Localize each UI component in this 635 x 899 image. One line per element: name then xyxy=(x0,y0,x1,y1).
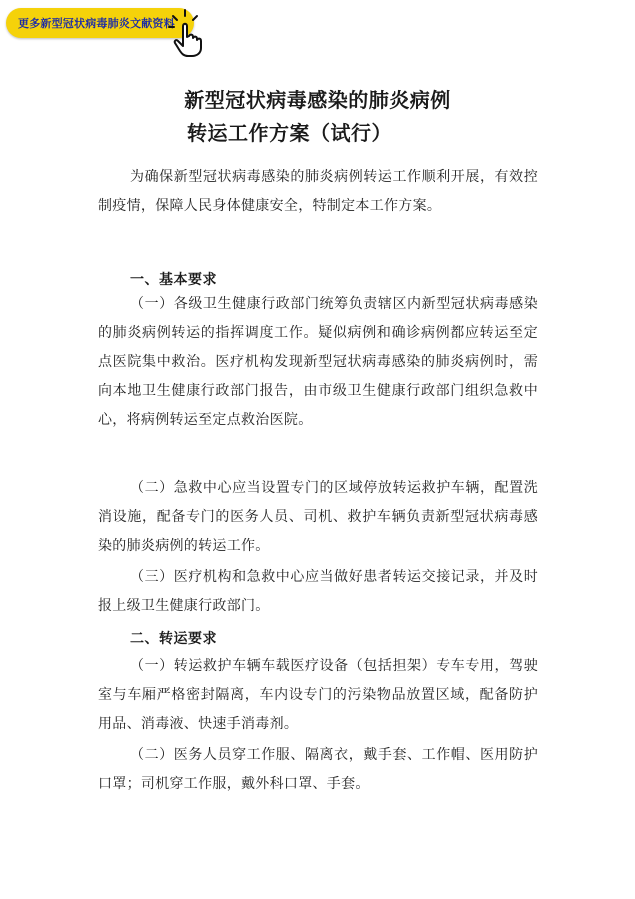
section-heading-basic: 一、基本要求 xyxy=(130,272,217,288)
section-heading-transfer: 二、转运要求 xyxy=(130,631,217,647)
intro-paragraph: 为确保新型冠状病毒感染的肺炎病例转运工作顺利开展，有效控制疫情，保障人民身体健康安全，特制定本工作方案。 xyxy=(98,169,538,214)
document-title-line-2: 转运工作方案（试行） xyxy=(187,121,392,145)
promo-banner-label[interactable]: 更多新型冠状病毒肺炎文献资料 xyxy=(18,17,175,30)
pointing-hand-cursor-icon xyxy=(165,6,217,58)
section-2-paragraph-2: （二）医务人员穿工作服、隔离衣，戴手套、工作帽、医用防护口罩；司机穿工作服，戴外科口罩、手套。 xyxy=(98,747,538,792)
document-title-line-1: 新型冠状病毒感染的肺炎病例 xyxy=(184,88,451,112)
section-2-paragraph-1: （一）转运救护车辆车载医疗设备（包括担架）专车专用，驾驶室与车厢严格密封隔离，车内设专门的污染物品放置区域，配备防护用品、消毒液、快速手消毒剂。 xyxy=(98,658,538,732)
section-1-paragraph-2: （二）急救中心应当设置专门的区域停放转运救护车辆，配置洗消设施，配备专门的医务人员、司机、救护车辆负责新型冠状病毒感染的肺炎病例的转运工作。 xyxy=(98,480,538,554)
section-1-paragraph-1: （一）各级卫生健康行政部门统筹负责辖区内新型冠状病毒感染的肺炎病例转运的指挥调度工作。疑似病例和确诊病例都应转运至定点医院集中救治。医疗机构发现新型冠状病毒感染的肺炎病例时，需向本地卫生健康行政部门报告，由市级卫生健康行政部门组织急救中心，将病例转运至定点救治医院。 xyxy=(98,296,538,428)
section-1-paragraph-3: （三）医疗机构和急救中心应当做好患者转运交接记录，并及时报上级卫生健康行政部门。 xyxy=(98,569,538,614)
